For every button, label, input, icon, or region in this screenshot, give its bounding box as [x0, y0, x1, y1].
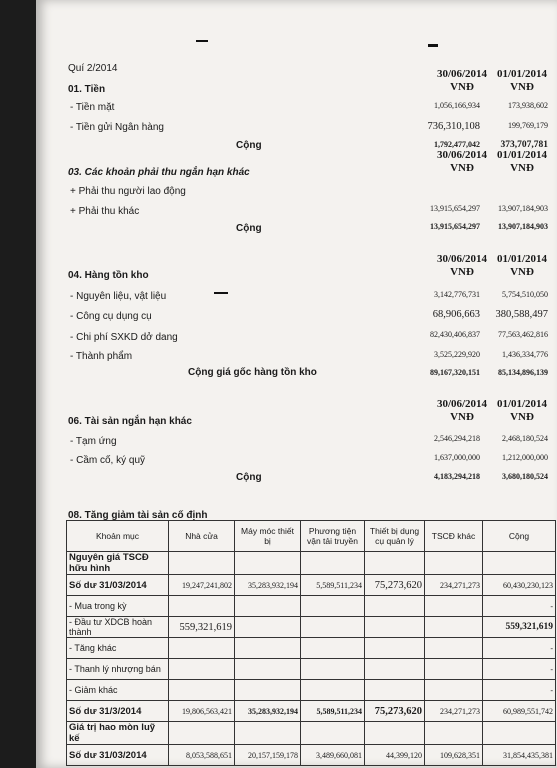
- cell: -: [483, 596, 556, 617]
- cell: [169, 680, 235, 701]
- s03-total-value-1: 13,915,654,297: [430, 222, 480, 231]
- cell: [365, 638, 425, 659]
- table-row: [67, 745, 556, 766]
- column-header: TSCĐ khác: [425, 521, 483, 552]
- cell: 75,273,620: [365, 575, 425, 596]
- table-row: [67, 617, 556, 638]
- s04-row-label: - Công cụ dụng cụ: [70, 311, 152, 322]
- cell: [301, 722, 365, 745]
- cell: [235, 552, 301, 575]
- header-unit-1: VNĐ: [450, 162, 474, 174]
- s04-row-value-1: 68,906,663: [432, 309, 480, 320]
- cell: 19,806,563,421: [169, 701, 235, 722]
- cell: [425, 596, 483, 617]
- cell: [365, 722, 425, 745]
- row-label: Nguyên giá TSCĐ hữu hình: [67, 552, 169, 575]
- header-date-1: 30/06/2014: [436, 398, 488, 410]
- cell: [301, 596, 365, 617]
- header-unit-2: VNĐ: [510, 81, 534, 93]
- cell: 35,283,932,194: [235, 701, 301, 722]
- row-label: Số dư 31/03/2014: [67, 575, 169, 596]
- cell: 60,989,551,742: [483, 701, 556, 722]
- cell: [301, 617, 365, 638]
- cell: [365, 552, 425, 575]
- table-header-row: [67, 521, 556, 552]
- cell: [365, 617, 425, 638]
- cell: 75,273,620: [365, 701, 425, 722]
- header-date-2: 01/01/2014: [496, 68, 548, 80]
- s03-total-value-2: 13,907,184,903: [498, 222, 548, 231]
- s04-row-value-2: 77,563,462,816: [498, 330, 548, 339]
- section-08-title: 08. Tăng giảm tài sản cố định: [68, 510, 208, 521]
- table-row: [67, 575, 556, 596]
- header-date-1: 30/06/2014: [436, 68, 488, 80]
- s04-row-value-2: 380,588,497: [495, 309, 548, 320]
- cell: [169, 638, 235, 659]
- s06-row-value-2: 2,468,180,524: [502, 434, 548, 443]
- header-unit-1: VNĐ: [450, 81, 474, 93]
- column-header: Máy móc thiết bị: [235, 521, 301, 552]
- table-row: [67, 552, 556, 575]
- s04-row-label: - Nguyên liệu, vật liệu: [70, 291, 167, 302]
- s01-total-value-1: 1,792,477,042: [434, 140, 480, 149]
- cell: [425, 722, 483, 745]
- row-label: - Mua trong kỳ: [67, 596, 169, 617]
- row-label: Giá trị hao mòn luỹ kế: [67, 722, 169, 745]
- section-06-title: 06. Tài sản ngắn hạn khác: [68, 416, 192, 427]
- column-header: Cộng: [483, 521, 556, 552]
- cell: [235, 617, 301, 638]
- cell: [483, 552, 556, 575]
- s01-row-value-2: 199,769,179: [508, 121, 548, 130]
- document-page: [36, 0, 557, 768]
- s04-row-value-1: 3,142,776,731: [434, 290, 480, 299]
- s06-row-label: - Tạm ứng: [70, 436, 117, 447]
- s04-row-value-2: 5,754,510,050: [502, 290, 548, 299]
- s06-total-label: Cộng: [236, 472, 262, 483]
- column-header: Khoản mục: [67, 521, 169, 552]
- s06-row-label: - Cầm cố, ký quỹ: [70, 455, 146, 466]
- s04-total-value-2: 85,134,896,139: [498, 368, 548, 377]
- column-header: Nhà cửa: [169, 521, 235, 552]
- s01-row-value-1: 1,056,166,934: [434, 101, 480, 110]
- cell: [365, 596, 425, 617]
- section-03-title: 03. Các khoản phải thu ngắn hạn khác: [68, 167, 250, 178]
- cell: [301, 680, 365, 701]
- cell: [235, 722, 301, 745]
- quarter-label: Quí 2/2014: [68, 63, 118, 74]
- cell: [301, 659, 365, 680]
- cell: 109,628,351: [425, 745, 483, 766]
- cell: [425, 638, 483, 659]
- s04-row-value-1: 3,525,229,920: [434, 350, 480, 359]
- column-header: Thiết bị dụng cụ quản lý: [365, 521, 425, 552]
- header-unit-2: VNĐ: [510, 411, 534, 423]
- cell: [235, 680, 301, 701]
- s03-row-value-2: 13,907,184,903: [498, 204, 548, 213]
- cell: [425, 617, 483, 638]
- cell: 35,283,932,194: [235, 575, 301, 596]
- cell: 60,430,230,123: [483, 575, 556, 596]
- s03-total-label: Cộng: [236, 223, 262, 234]
- cell: [169, 659, 235, 680]
- s04-row-label: - Chi phí SXKD dở dang: [70, 332, 178, 343]
- s01-total-value-2: 373,707,781: [500, 140, 548, 150]
- cell: 20,157,159,178: [235, 745, 301, 766]
- s03-row-label: + Phải thu người lao động: [70, 186, 186, 197]
- s01-row-label: - Tiền mặt: [70, 102, 115, 113]
- column-header: Phương tiện vận tải truyền: [301, 521, 365, 552]
- s01-total-label: Cộng: [236, 140, 262, 151]
- cell: [425, 552, 483, 575]
- cell: 5,589,511,234: [301, 701, 365, 722]
- cell: 234,271,273: [425, 575, 483, 596]
- cell: 559,321,619: [483, 617, 556, 638]
- cell: 44,399,120: [365, 745, 425, 766]
- row-label: - Đầu tư XDCB hoàn thành: [67, 617, 169, 638]
- table-row: [67, 680, 556, 701]
- header-unit-2: VNĐ: [510, 266, 534, 278]
- s04-row-value-1: 82,430,406,837: [430, 330, 480, 339]
- cell: [425, 680, 483, 701]
- cell: 8,053,588,651: [169, 745, 235, 766]
- s01-row-label: - Tiền gửi Ngân hàng: [70, 122, 164, 133]
- row-label: - Tăng khác: [67, 638, 169, 659]
- row-label: - Giảm khác: [67, 680, 169, 701]
- cell: [235, 596, 301, 617]
- cell: 3,489,660,081: [301, 745, 365, 766]
- cell: [365, 680, 425, 701]
- cell: 234,271,273: [425, 701, 483, 722]
- cell: 19,247,241,802: [169, 575, 235, 596]
- cell: [235, 659, 301, 680]
- s06-total-value-2: 3,680,180,524: [502, 472, 548, 481]
- scan-mark-right: [428, 44, 438, 47]
- cell: 5,589,511,234: [301, 575, 365, 596]
- s03-row-label: + Phải thu khác: [70, 206, 140, 217]
- header-unit-1: VNĐ: [450, 266, 474, 278]
- fixed-asset-table: [66, 520, 556, 766]
- s04-row-label: - Thành phẩm: [70, 351, 133, 362]
- header-date-1: 30/06/2014: [436, 253, 488, 265]
- row-label: Số dư 31/03/2014: [67, 745, 169, 766]
- cell: [301, 552, 365, 575]
- table-row: [67, 596, 556, 617]
- s06-total-value-1: 4,183,294,218: [434, 472, 480, 481]
- header-unit-2: VNĐ: [510, 162, 534, 174]
- s04-row-value-2: 1,436,334,776: [502, 350, 548, 359]
- cell: [365, 659, 425, 680]
- cell: [169, 596, 235, 617]
- section-04-title: 04. Hàng tồn kho: [68, 270, 149, 281]
- cell: -: [483, 638, 556, 659]
- cell: [301, 638, 365, 659]
- header-date-2: 01/01/2014: [496, 253, 548, 265]
- cell: -: [483, 659, 556, 680]
- s06-row-value-1: 2,546,294,218: [434, 434, 480, 443]
- s04-total-value-1: 89,167,320,151: [430, 368, 480, 377]
- table-row: [67, 701, 556, 722]
- cell: [483, 722, 556, 745]
- scan-mark-top: [196, 40, 208, 42]
- header-unit-1: VNĐ: [450, 411, 474, 423]
- cell: [169, 552, 235, 575]
- s06-row-value-2: 1,212,000,000: [502, 453, 548, 462]
- cell: [235, 638, 301, 659]
- cell: -: [483, 680, 556, 701]
- header-date-2: 01/01/2014: [496, 149, 548, 161]
- cell: 559,321,619: [169, 617, 235, 638]
- s01-row-value-2: 173,938,602: [508, 101, 548, 110]
- row-label: - Thanh lý nhượng bán: [67, 659, 169, 680]
- row-label: Số dư 31/3/2014: [67, 701, 169, 722]
- cell: [169, 722, 235, 745]
- s01-row-value-1: 736,310,108: [427, 121, 480, 132]
- table-row: [67, 638, 556, 659]
- s06-row-value-1: 1,637,000,000: [434, 453, 480, 462]
- table-row: [67, 659, 556, 680]
- header-date-2: 01/01/2014: [496, 398, 548, 410]
- header-date-1: 30/06/2014: [436, 149, 488, 161]
- scan-mark-mid: [214, 292, 228, 294]
- cell: [425, 659, 483, 680]
- s03-row-value-1: 13,915,654,297: [430, 204, 480, 213]
- section-01-title: 01. Tiền: [68, 84, 106, 95]
- s04-total-label: Cộng giá gốc hàng tồn kho: [188, 367, 317, 378]
- cell: 31,854,435,381: [483, 745, 556, 766]
- table-row: [67, 722, 556, 745]
